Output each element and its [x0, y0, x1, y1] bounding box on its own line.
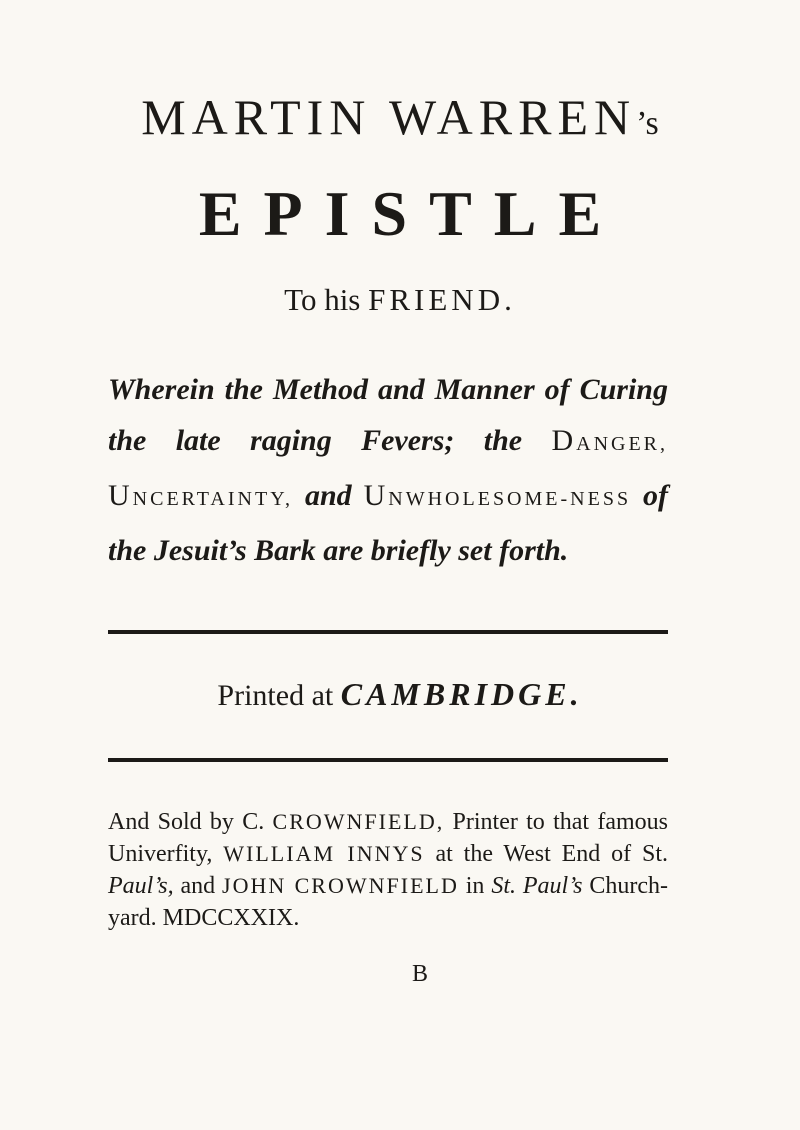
- imprint-part1: And Sold by C.: [108, 809, 265, 835]
- printed-prefix: Printed at: [217, 679, 334, 712]
- description-part3: of the Jesuit’s Bark are briefly set forth.: [108, 479, 669, 567]
- imprint-pauls-2: Paul’s: [522, 873, 583, 899]
- imprint-crownfield: CROWNFIELD,: [272, 809, 445, 834]
- description: [108, 364, 668, 576]
- description-uncertainty: UNCERTAINTY,: [108, 479, 294, 512]
- signature-mark: B: [412, 961, 429, 987]
- description-part1: Wherein the Method and Manner of Curing the late raging Fevers;: [108, 373, 668, 457]
- title-epistle: EPISTLE: [198, 178, 624, 249]
- imprint-john-crownfield: JOHN CROWNFIELD: [222, 873, 459, 898]
- description-and: and: [305, 479, 352, 512]
- imprint-part3: at the West End of St.: [435, 841, 669, 867]
- description-part2: the: [483, 424, 523, 457]
- subtitle-friend: FRIEND.: [368, 282, 516, 317]
- divider-top: [108, 630, 668, 634]
- subtitle-prefix: To his: [284, 282, 361, 317]
- imprint-pauls: Paul’s,: [108, 873, 174, 899]
- imprint-st: St.: [491, 873, 516, 899]
- imprint-william-innys: WILLIAM INNYS: [223, 841, 425, 866]
- title-author-name: MARTIN WARREN: [141, 89, 637, 145]
- imprint-part5: in: [465, 873, 485, 899]
- printed-place: CAMBRIDGE.: [340, 676, 583, 712]
- imprint-part6: Church-yard. MDCCXXIX.: [108, 873, 668, 931]
- imprint-part4: and: [180, 873, 216, 899]
- printed-line: [0, 678, 800, 711]
- title-author-possessive: ’s: [636, 105, 659, 142]
- description-danger: DANGER,: [551, 424, 669, 457]
- title-author: [0, 89, 800, 145]
- imprint-part2: Printer to that famous Univerfity,: [108, 809, 669, 867]
- imprint: [108, 806, 668, 934]
- divider-bottom: [108, 758, 668, 762]
- description-unwholesomeness: UNWHOLESOME-NESS: [363, 479, 632, 512]
- subtitle: [0, 284, 800, 315]
